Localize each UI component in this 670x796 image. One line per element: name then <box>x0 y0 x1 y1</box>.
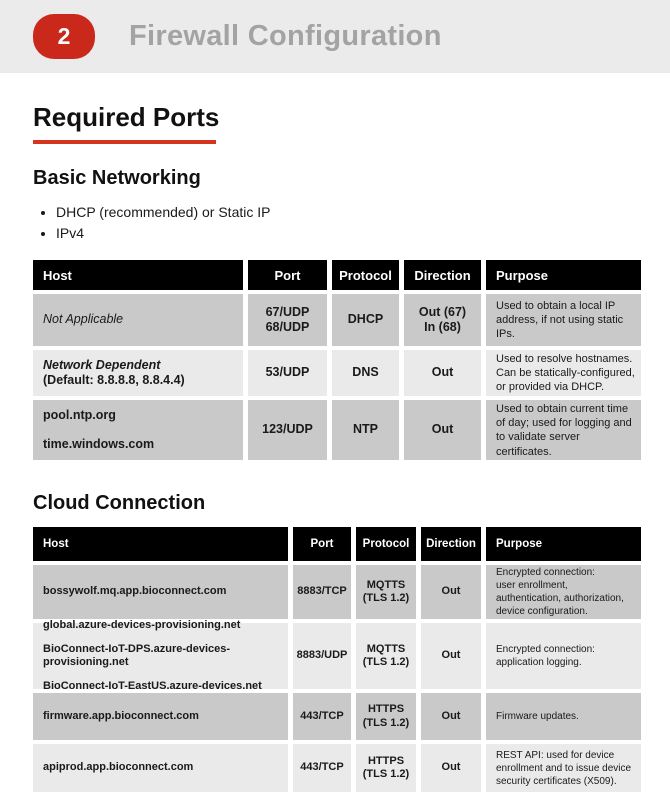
basic-networking-bullets <box>33 204 641 241</box>
cell-direction <box>421 565 481 619</box>
host-line: BioConnect-IoT-EastUS.azure-devices.net <box>43 680 262 693</box>
column-header-protocol: Protocol <box>356 527 416 561</box>
cell-host <box>33 618 288 693</box>
cell-protocol <box>332 294 399 346</box>
port-line: 443/TCP <box>300 761 344 774</box>
purpose-text: Used to resolve hostnames. Can be statically-configured, or provided via DHCP. <box>496 352 635 394</box>
host-line: BioConnect-IoT-DPS.azure-devices-provisioning.net <box>43 642 231 669</box>
cell-purpose <box>486 400 641 460</box>
protocol-line: HTTPS <box>367 703 405 716</box>
cell-host <box>33 693 288 740</box>
port-line: 443/TCP <box>300 709 344 722</box>
page-title: Firewall Configuration <box>129 20 442 52</box>
cell-direction <box>421 744 481 792</box>
cell-port <box>248 294 327 346</box>
cell-protocol <box>332 400 399 460</box>
direction-line: Out (67) <box>418 304 467 319</box>
column-header-host: Host <box>33 260 243 290</box>
direction-line: Out <box>431 365 454 380</box>
host-line: global.azure-devices-provisioning.net <box>43 618 241 631</box>
column-header-direction: Direction <box>404 260 481 290</box>
protocol-line: MQTTS <box>366 642 406 655</box>
host-line: Network Dependent <box>43 357 161 372</box>
cell-port <box>293 565 351 619</box>
cell-purpose <box>486 350 641 396</box>
cell-port <box>293 623 351 689</box>
cell-port <box>248 350 327 396</box>
protocol-line: (TLS 1.2) <box>362 592 410 605</box>
cell-port <box>293 693 351 740</box>
heading-required-ports: Required Ports <box>33 102 220 132</box>
cell-protocol <box>356 744 416 792</box>
heading-basic-networking: Basic Networking <box>33 167 201 190</box>
section-number-badge <box>33 14 95 59</box>
cell-host <box>33 565 288 619</box>
cell-direction <box>421 623 481 689</box>
cell-port <box>248 400 327 460</box>
cell-direction <box>404 294 481 346</box>
purpose-text: Used to obtain a local IP address, if not using static IPs. <box>496 299 624 341</box>
cell-purpose <box>486 294 641 346</box>
protocol-line: (TLS 1.2) <box>362 768 410 781</box>
cell-direction <box>421 693 481 740</box>
basic-networking-table <box>33 260 641 460</box>
column-header-port: Port <box>293 527 351 561</box>
cell-direction <box>404 350 481 396</box>
host-line: apiprod.app.bioconnect.com <box>43 761 194 774</box>
port-line: 67/UDP <box>265 304 310 319</box>
heading-cloud-connection: Cloud Connection <box>33 492 206 515</box>
column-header-port: Port <box>248 260 327 290</box>
purpose-line: application logging. <box>496 657 582 669</box>
protocol-line: MQTTS <box>366 578 406 591</box>
cell-host <box>33 350 243 396</box>
cloud-connection-table <box>33 527 641 792</box>
purpose-line: Encrypted connection: <box>496 567 595 579</box>
cell-protocol <box>356 623 416 689</box>
column-header-purpose: Purpose <box>486 527 641 561</box>
cell-direction <box>404 400 481 460</box>
bullet-text: DHCP (recommended) or Static IP <box>56 204 271 221</box>
bullet-item <box>56 225 641 241</box>
direction-line: Out <box>441 649 461 662</box>
cell-purpose <box>486 565 641 619</box>
cell-purpose <box>486 623 641 689</box>
host-line: Not Applicable <box>43 312 124 327</box>
purpose-text: Used to obtain current time of day; used for logging and to validate server certificates. <box>496 402 632 458</box>
cell-protocol <box>356 693 416 740</box>
page-content <box>0 104 670 792</box>
port-line: 8883/TCP <box>297 585 347 598</box>
purpose-text: Firmware updates. <box>496 711 579 723</box>
protocol-line: HTTPS <box>367 754 405 767</box>
heading-underline <box>33 140 216 144</box>
host-line: time.windows.com <box>43 437 155 452</box>
cell-protocol <box>356 565 416 619</box>
bullet-text: IPv4 <box>56 225 85 242</box>
purpose-line: user enrollment, <box>496 580 568 592</box>
section-number: 2 <box>57 23 71 49</box>
purpose-line: Encrypted connection: <box>496 644 595 656</box>
section-banner <box>0 0 670 73</box>
cell-host <box>33 744 288 792</box>
cell-purpose <box>486 693 641 740</box>
direction-line: Out <box>441 585 461 598</box>
direction-line: Out <box>441 709 461 722</box>
cell-port <box>293 744 351 792</box>
protocol-line: (TLS 1.2) <box>362 656 410 669</box>
protocol-line: (TLS 1.2) <box>362 716 410 729</box>
purpose-text: REST API: used for device enrollment and to issue device security certificates (X509). <box>496 749 632 787</box>
host-line: bossywolf.mq.app.bioconnect.com <box>43 585 227 598</box>
port-line: 68/UDP <box>265 320 310 335</box>
cell-protocol <box>332 350 399 396</box>
host-line: (Default: 8.8.8.8, 8.8.4.4) <box>43 373 185 388</box>
cell-host <box>33 400 243 460</box>
port-line: 53/UDP <box>265 365 310 380</box>
direction-line: Out <box>441 761 461 774</box>
protocol-line: DNS <box>352 365 379 380</box>
host-line: firmware.app.bioconnect.com <box>43 709 199 722</box>
port-line: 8883/UDP <box>296 649 348 662</box>
bullet-item <box>56 204 641 220</box>
direction-line: In (68) <box>424 320 461 335</box>
port-line: 123/UDP <box>262 422 313 437</box>
protocol-line: DHCP <box>347 312 384 327</box>
host-line: pool.ntp.org <box>43 407 116 422</box>
cell-host <box>33 294 243 346</box>
column-header-protocol: Protocol <box>332 260 399 290</box>
column-header-direction: Direction <box>421 527 481 561</box>
column-header-purpose: Purpose <box>486 260 641 290</box>
purpose-line: device configuration. <box>496 606 588 618</box>
column-header-host: Host <box>33 527 288 561</box>
protocol-line: NTP <box>353 422 378 437</box>
cell-purpose <box>486 744 641 792</box>
direction-line: Out <box>431 422 454 437</box>
purpose-line: authentication, authorization, <box>496 593 624 605</box>
